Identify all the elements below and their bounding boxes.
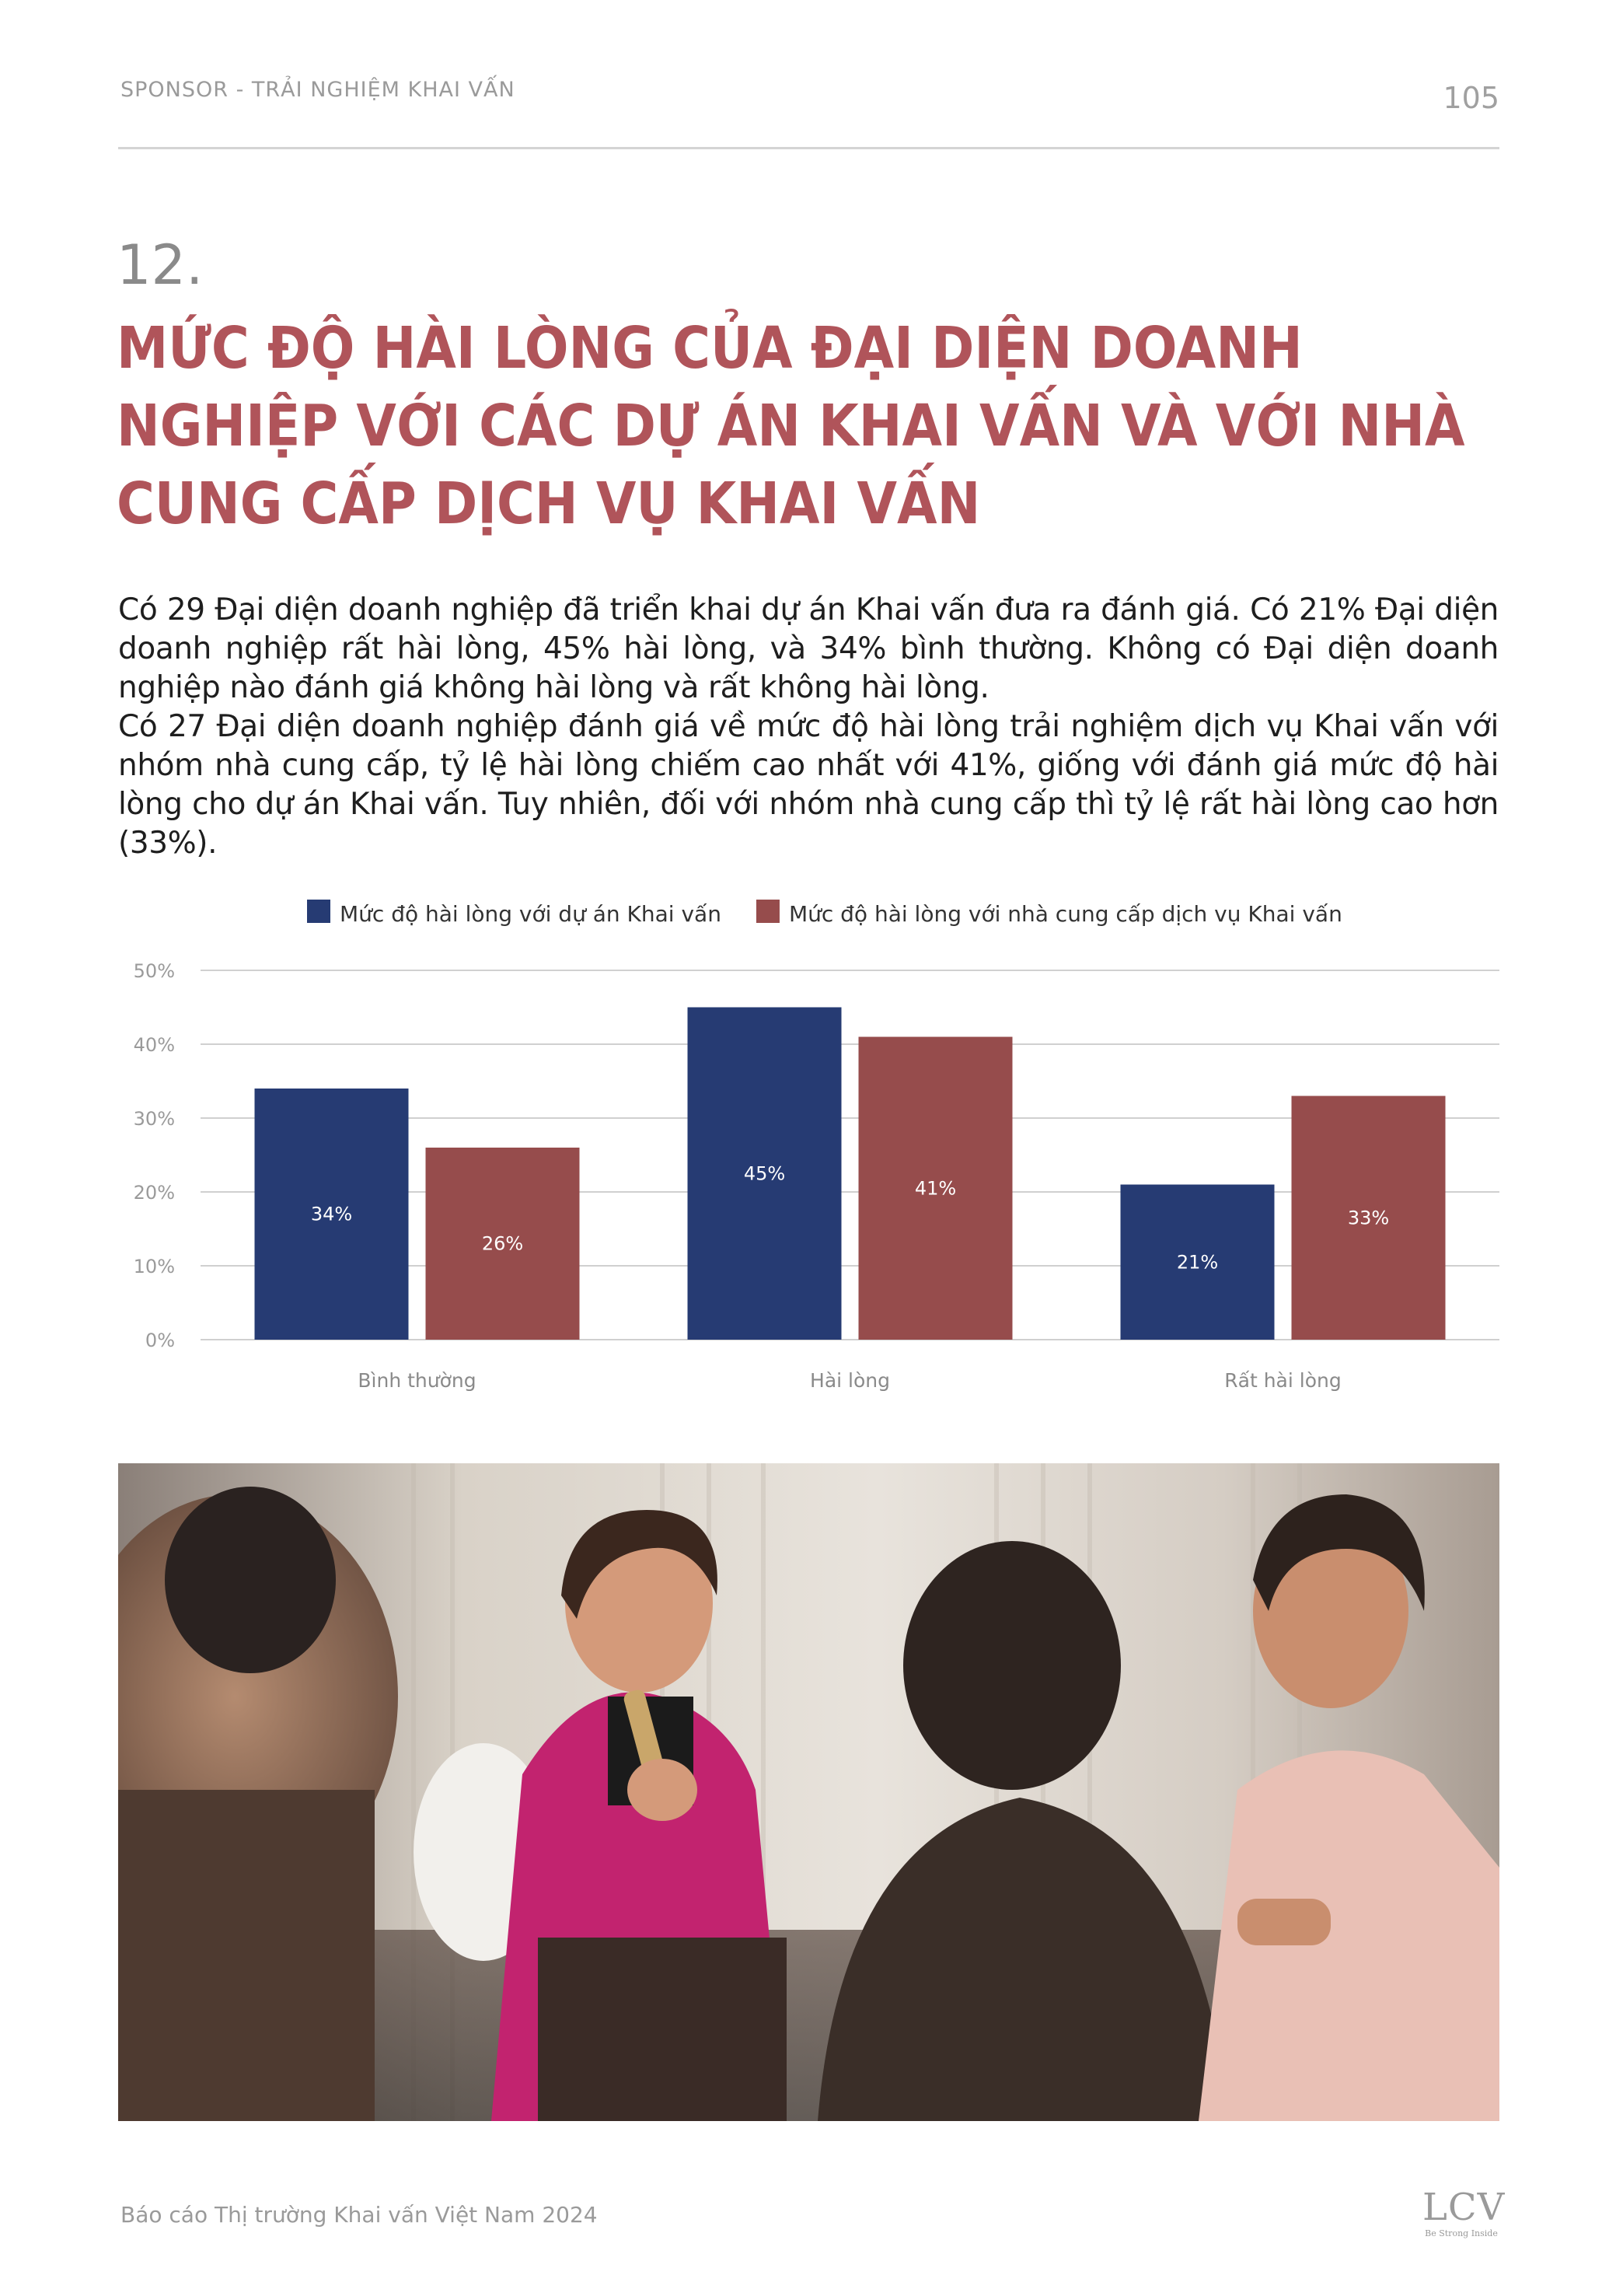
y-tick-label: 10%: [133, 1256, 175, 1277]
y-tick-label: 20%: [133, 1182, 175, 1204]
x-category-label: Hài lòng: [810, 1369, 890, 1392]
x-category-label: Rất hài lòng: [1224, 1369, 1342, 1392]
event-photo: [118, 1463, 1499, 2121]
section-title-line: MỨC ĐỘ HÀI LÒNG CỦA ĐẠI DIỆN DOANH: [117, 315, 1303, 382]
y-tick-label: 50%: [133, 960, 175, 982]
legend-label: Mức độ hài lòng với nhà cung cấp dịch vụ Khai vấn: [788, 901, 1342, 927]
y-tick-label: 30%: [133, 1108, 175, 1130]
event-photo-illustration: [118, 1463, 1499, 2121]
bar-data-label: 33%: [1347, 1207, 1390, 1229]
section-title-line: CUNG CẤP DỊCH VỤ KHAI VẤN: [117, 470, 981, 537]
body-paragraph: Có 29 Đại diện doanh nghiệp đã triển khai dự án Khai vấn đưa ra đánh giá. Có 21% Đại diện doanh nghiệp rất hài lòng, 45% hài lòng, và 34% bình thường. Không có Đại diện doanh nghiệp nào đánh giá không hài lòng và rất không hài lòng.: [118, 592, 1499, 705]
bar-data-label: 45%: [743, 1162, 786, 1185]
legend-label: Mức độ hài lòng với dự án Khai vấn: [340, 901, 721, 927]
bar-data-label: 21%: [1176, 1251, 1219, 1274]
footer-report-title: Báo cáo Thị trường Khai vấn Việt Nam 2024: [120, 2202, 598, 2228]
lcv-logo: [1422, 2186, 1506, 2238]
legend-swatch: [307, 900, 330, 923]
y-tick-label: 40%: [133, 1034, 175, 1056]
logo-tagline: Be Strong Inside: [1425, 2228, 1498, 2238]
body-paragraph: Có 27 Đại diện doanh nghiệp đánh giá về mức độ hài lòng trải nghiệm dịch vụ Khai vấn với nhóm nhà cung cấp, tỷ lệ hài lòng chiếm cao nhất với 41%, giống với đánh giá mức độ hài lòng cho dự án Khai vấn. Tuy nhiên, đối với nhóm nhà cung cấp thì tỷ lệ rất hài lòng cao hơn (33%).: [118, 709, 1499, 861]
section-number: 12.: [117, 233, 204, 297]
y-tick-label: 0%: [145, 1330, 175, 1351]
page-number: 105: [1443, 81, 1499, 115]
section-title-line: NGHIỆP VỚI CÁC DỰ ÁN KHAI VẤN VÀ VỚI NHÀ: [117, 393, 1465, 460]
bar-data-label: 41%: [914, 1177, 957, 1200]
bar-data-label: 34%: [310, 1203, 353, 1225]
x-category-label: Bình thường: [358, 1369, 476, 1392]
legend-swatch: [756, 900, 780, 923]
bar-data-label: 26%: [481, 1232, 524, 1255]
header-section-label: SPONSOR - TRẢI NGHIỆM KHAI VẤN: [120, 78, 515, 102]
logo-wordmark: LCV: [1422, 2186, 1506, 2229]
